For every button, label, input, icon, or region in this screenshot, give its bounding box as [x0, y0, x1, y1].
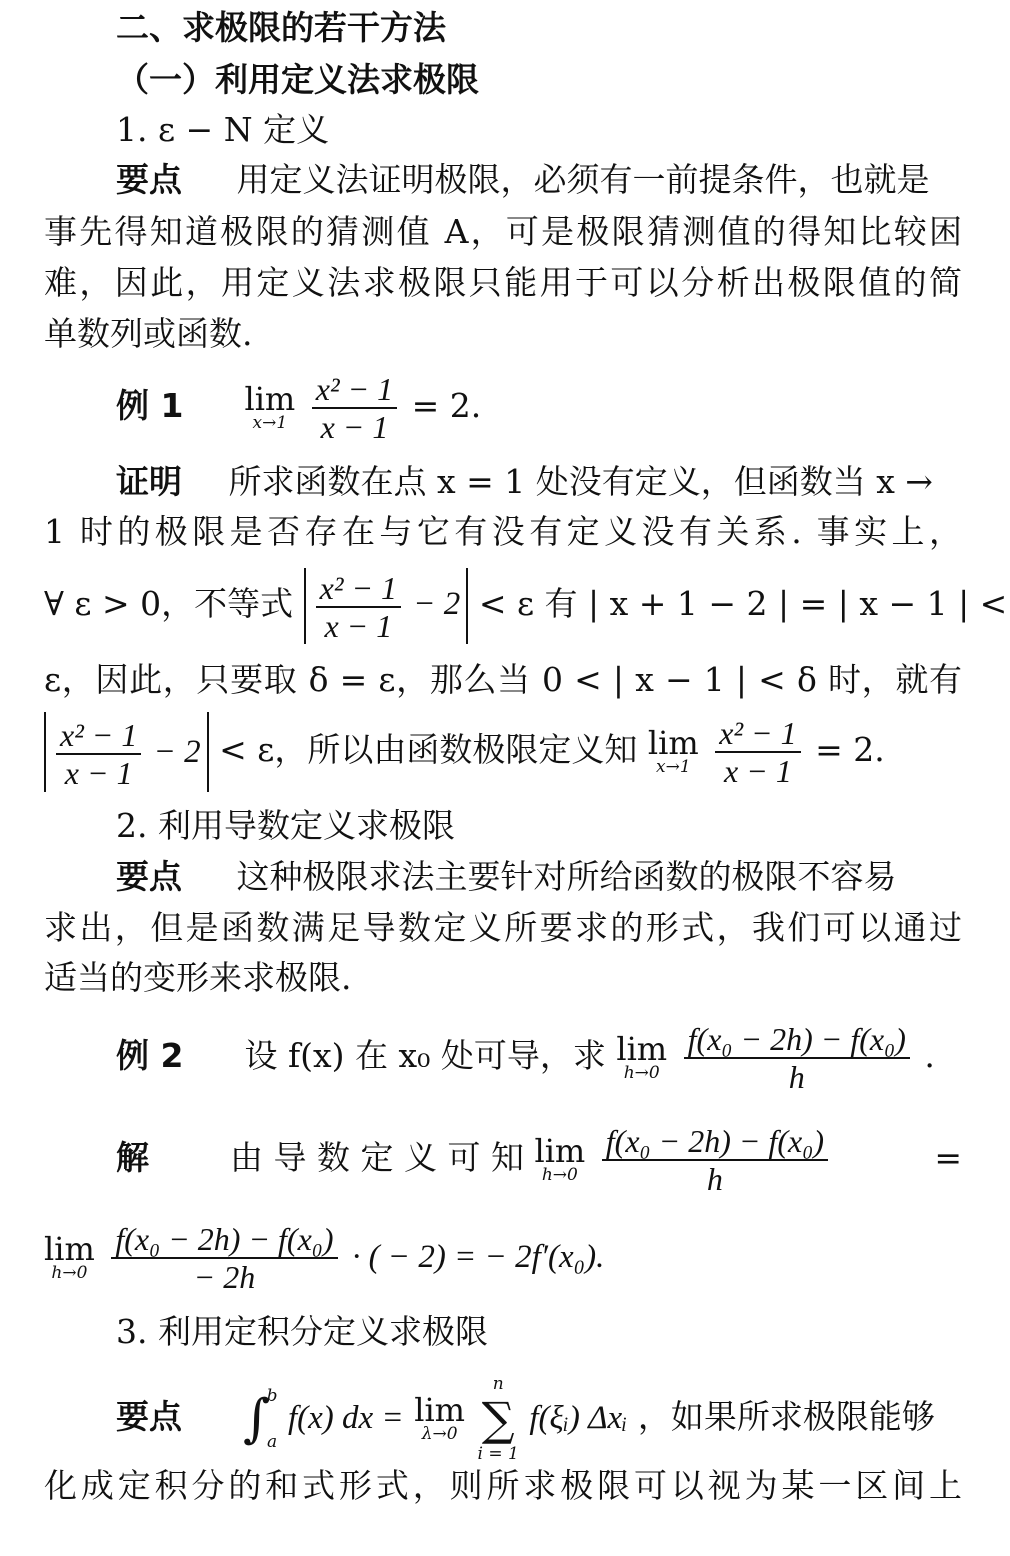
example2-lim: [616, 1030, 668, 1083]
p3-line2: 化成定积分的和式形式，则所求极限可以视为某一区间上: [44, 1466, 962, 1505]
fraction-numerator: x² − 1: [312, 371, 397, 409]
proof-fraction: [715, 715, 800, 789]
lim-subscript: h→0: [623, 1063, 660, 1083]
solution-result: · ( − 2) = − 2f′(x₀).: [352, 1239, 605, 1275]
lim-subscript: x→1: [656, 757, 691, 777]
p1-line1: [116, 160, 962, 200]
example1: [116, 366, 481, 446]
p1-line1-text: 用定义法证明极限，必须有一前提条件，也就是: [236, 160, 930, 199]
lim-subscript: x→1: [252, 413, 288, 433]
proof-line5: [44, 710, 962, 792]
fraction-denominator: x − 1: [320, 409, 389, 445]
lim-word: lim: [244, 380, 296, 418]
fraction-numerator: f(x₀ − 2h) − f(x₀): [684, 1021, 910, 1059]
abs-fraction-2: [56, 717, 141, 791]
proof-line1: [116, 462, 962, 502]
example1-fraction: [312, 371, 397, 445]
example2: [116, 1016, 935, 1096]
integrand: f(x) dx =: [287, 1400, 404, 1436]
solution-text: 由 导 数 定 义 可 知: [230, 1138, 524, 1177]
solution-lim: [534, 1132, 586, 1185]
lim-word: lim: [647, 724, 699, 762]
item2-heading: 2. 利用导数定义求极限: [116, 806, 455, 845]
proof-line3-end: < ε 有 | x + 1 − 2 | = | x − 1 | <: [478, 584, 1008, 623]
sum-lower: i = 1: [477, 1444, 519, 1464]
lim-subscript: h→0: [541, 1165, 578, 1185]
proof-line2: 1 时的极限是否存在与它有没有定义没有关系. 事实上，: [44, 512, 962, 551]
p2-line1-text: 这种极限求法主要针对所给函数的极限不容易: [236, 857, 897, 896]
proof-result: = 2.: [815, 730, 885, 769]
integral-lower: a: [266, 1432, 278, 1452]
integral-upper: b: [266, 1386, 278, 1406]
sum-sign: n ∑ i = 1: [477, 1374, 519, 1464]
example2-label: 例 2: [116, 1036, 184, 1075]
lim-word: lim: [534, 1132, 586, 1170]
p2-line3: 适当的变形来求极限.: [44, 958, 352, 997]
p1-line3: 难，因此，用定义法求极限只能用于可以分析出极限值的简: [44, 263, 962, 302]
abs-tail: − 2: [413, 586, 461, 623]
solution-fraction: [602, 1123, 828, 1197]
item1-heading: 1. ε − N 定义: [116, 110, 330, 149]
proof-line3: [44, 568, 1008, 644]
integral-sign: ∫: [243, 1389, 271, 1449]
lim-subscript: h→0: [51, 1263, 88, 1283]
proof-line5-text: < ε，所以由函数极限定义知: [219, 730, 638, 769]
solution-keyword: 解: [116, 1138, 149, 1177]
section-title: 二、求极限的若干方法: [116, 8, 446, 47]
p2-line2: 求出，但是函数满足导数定义所要求的形式，我们可以通过: [44, 908, 962, 947]
abs-tail: − 2: [153, 734, 201, 770]
fraction-denominator: x − 1: [64, 755, 133, 792]
p1-line4: 单数列或函数.: [44, 314, 253, 353]
solution-line2: [44, 1216, 962, 1297]
fraction-denominator: x − 1: [724, 753, 792, 789]
lim-word: lim: [44, 1230, 95, 1268]
p3-line1: [116, 1372, 962, 1466]
example1-lim: [244, 380, 296, 433]
fraction-denominator: h: [788, 1059, 805, 1095]
fraction-numerator: x² − 1: [316, 570, 401, 608]
lim-subscript: λ→0: [421, 1424, 458, 1444]
p1-line2: 事先得知道极限的猜测值 A，可是极限猜测值的得知比较困: [44, 212, 962, 251]
summand: f(ξᵢ) Δxᵢ: [529, 1400, 628, 1436]
p2-line1: [116, 857, 962, 897]
example2-text: 设 f(x) 在 x₀ 处可导，求: [244, 1036, 606, 1075]
proof-lim: [647, 724, 699, 777]
example1-label: 例 1: [116, 386, 184, 425]
fraction-numerator: x² − 1: [715, 715, 800, 753]
abs-expression: [304, 568, 469, 643]
lim-word: lim: [616, 1030, 668, 1068]
proof-line3-start: ∀ ε > 0，不等式: [44, 584, 294, 623]
item3-heading: 3. 利用定积分定义求极限: [116, 1312, 488, 1351]
p3-line1-tail: ，如果所求极限能够: [637, 1397, 935, 1436]
p3-lim: [414, 1391, 466, 1444]
solution-lim-2: [44, 1230, 95, 1283]
lim-word: lim: [414, 1391, 466, 1429]
fraction-numerator: f(x₀ − 2h) − f(x₀): [602, 1123, 828, 1161]
solution-equals: =: [934, 1138, 962, 1177]
proof-keyword: 证明: [116, 462, 182, 501]
fraction-numerator: x² − 1: [56, 717, 141, 755]
abs-fraction: [316, 570, 401, 644]
solution-fraction-2: [111, 1221, 337, 1295]
solution-line1: [116, 1118, 962, 1198]
fraction-denominator: − 2h: [193, 1259, 256, 1295]
subsection-title: （一）利用定义法求极限: [116, 60, 479, 99]
fraction-denominator: x − 1: [324, 607, 393, 644]
p2-keyword: 要点: [116, 857, 182, 896]
example1-result: = 2.: [411, 386, 482, 425]
p3-keyword: 要点: [116, 1397, 182, 1436]
sum-upper: n: [492, 1374, 504, 1394]
integral-limits: [267, 1384, 278, 1454]
fraction-denominator: h: [706, 1161, 723, 1197]
fraction-numerator: f(x₀ − 2h) − f(x₀): [111, 1221, 337, 1259]
proof-line1-text: 所求函数在点 x = 1 处没有定义，但函数当 x →: [228, 462, 933, 501]
proof-line4: ε，因此，只要取 δ = ε，那么当 0 < | x − 1 | < δ 时，就有: [44, 660, 962, 699]
example2-fraction: [684, 1021, 910, 1095]
example2-end: .: [924, 1036, 935, 1075]
p1-keyword: 要点: [116, 160, 182, 199]
abs-expression-2: [44, 712, 209, 792]
